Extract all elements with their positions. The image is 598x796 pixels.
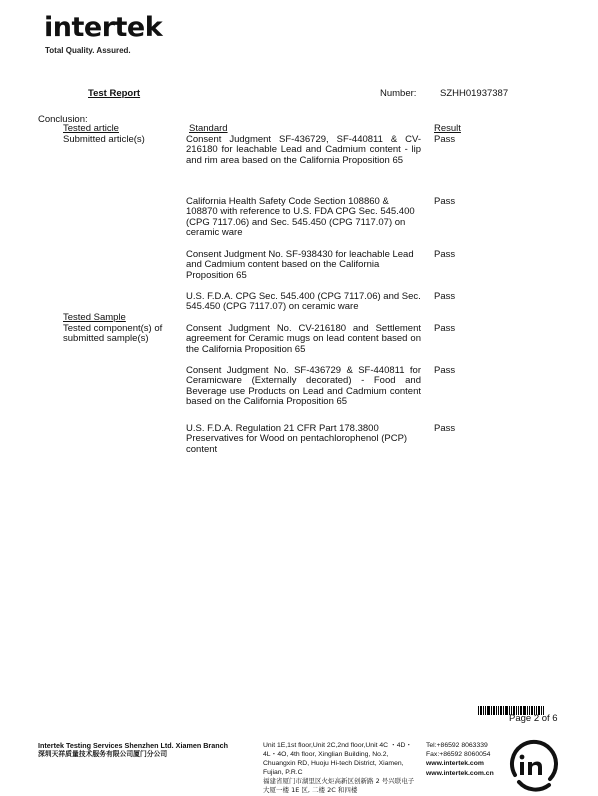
result-row-7: Pass <box>434 423 456 434</box>
footer-contact <box>426 741 494 778</box>
standard-row-3: Consent Judgment No. SF-938430 for leachable Lead and Cadmium content based on the California Proposition 65 <box>186 249 414 281</box>
standard-column-header: Standard <box>189 123 228 134</box>
page-number: Page 2 of 6 <box>509 713 558 724</box>
logo-tagline: Total Quality. Assured. <box>45 46 131 55</box>
result-row-6: Pass <box>434 365 456 376</box>
standard-row-1: Consent Judgment SF-436729, SF-440811 & CV-216180 for leachable Lead and Cadmium content - lip and rim area based on the California Proposition 65 <box>186 134 421 166</box>
standard-row-5: Consent Judgment No. CV-216180 and Settlement agreement for Ceramic mugs on lead content based on the California Proposition 65 <box>186 323 421 355</box>
footer-company-cn: 深圳天祥质量技术服务有限公司厦门分公司 <box>38 750 168 758</box>
standard-row-7: U.S. F.D.A. Regulation 21 CFR Part 178.3800 Preservatives for Wood on pentachlorophenol (PCP) content <box>186 423 408 455</box>
result-row-4: Pass <box>434 291 456 302</box>
footer-web-link-cn[interactable]: www.intertek.com.cn <box>426 769 494 777</box>
footer-web-link[interactable]: www.intertek.com <box>426 760 484 768</box>
intertek-emblem-icon <box>503 737 561 795</box>
tested-components-label: Tested component(s) of submitted sample(s) <box>63 323 163 345</box>
result-row-2: Pass <box>434 196 456 207</box>
report-number-value: SZHH01937387 <box>440 88 509 99</box>
result-row-1: Pass <box>434 134 456 145</box>
footer-address <box>263 741 415 795</box>
report-title: Test Report <box>88 88 141 99</box>
footer-fax: Fax:+86592 8060054 <box>426 751 491 759</box>
conclusion-label: Conclusion: <box>38 114 88 125</box>
tested-sample-header: Tested Sample <box>63 312 126 323</box>
footer-address-cn: 福建省厦门市湖里区火炬高新区创新路 2 号兴联电子大厦一楼 1E 区, 二楼 2C 和四楼 <box>263 777 415 794</box>
report-number-label: Number: <box>380 88 417 99</box>
result-row-3: Pass <box>434 249 456 260</box>
footer-company-en: Intertek Testing Services Shenzhen Ltd. Xiamen Branch <box>38 741 228 750</box>
footer-address-en: Unit 1E,1st floor,Unit 2C,2nd floor,Unit 4C ・4D・4L・4O, 4th floor, Xinglian Building, No.2, Chuangxin RD, Huoju Hi-tech District, Xiamen, Fujian, P.R.C <box>263 742 413 776</box>
standard-row-6: Consent Judgment No. SF-436729 & SF-440811 for Ceramicware (Externally decorated) - Food and Beverage use Products on Lead and Cadmium content based on the California Proposition 65 <box>186 365 421 408</box>
result-row-5: Pass <box>434 323 456 334</box>
standard-row-4: U.S. F.D.A. CPG Sec. 545.400 (CPG 7117.06) and Sec. 545.450 (CPG 7117.07) on ceramic ware <box>186 291 421 313</box>
footer-company <box>38 741 258 759</box>
standard-row-2: California Health Safety Code Section 108860 & 108870 with reference to U.S. FDA CPG Sec. 545.400 (CPG 7117.06) and Sec. 545.450 (CPG 7117.07) on ceramic ware <box>186 196 415 239</box>
tested-article-header: Tested article <box>63 123 119 134</box>
result-column-header: Result <box>434 123 461 134</box>
footer-tel: Tel:+86592 8063339 <box>426 742 488 749</box>
submitted-articles-label: Submitted article(s) <box>63 134 145 145</box>
intertek-logo: intertek <box>44 12 163 43</box>
